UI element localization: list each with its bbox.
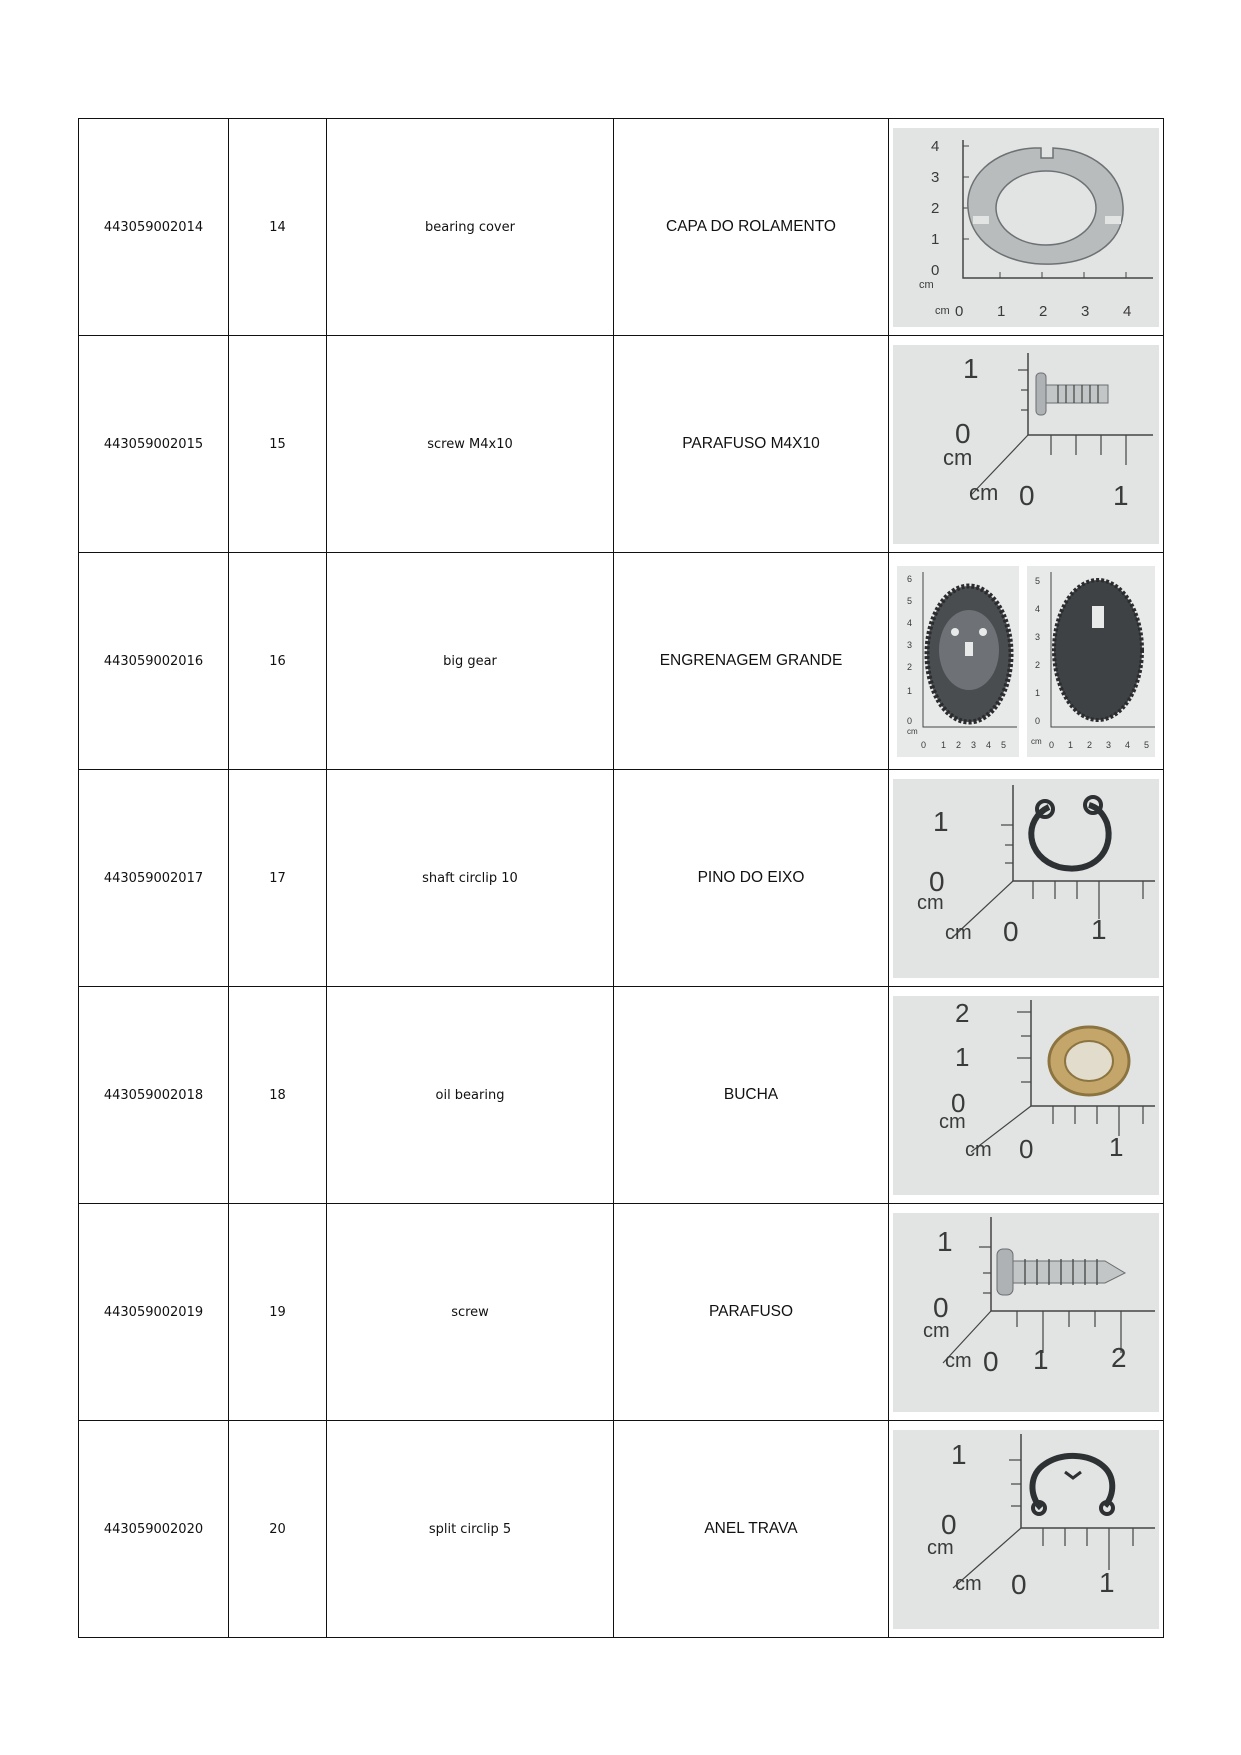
scale-x-label: 1 [941,739,947,750]
scale-unit-label: cm [907,726,918,736]
scale-y-label: 2 [1035,659,1041,670]
scale-y-label: 1 [931,230,940,248]
description-en: screw [327,1204,614,1421]
scale-x-label: 1 [1033,1343,1049,1375]
part-code: 443059002018 [79,987,229,1204]
scale-unit-label: cm [965,1138,992,1161]
scale-y-label: 0 [931,261,940,279]
description-pt: PARAFUSO [614,1204,889,1421]
scale-x-label: 1 [1068,739,1074,750]
part-code: 443059002014 [79,119,229,336]
big-gear-icon [893,562,1159,761]
scale-unit-label: cm [945,1349,972,1372]
table-row [79,770,1164,987]
part-photo-cell [889,987,1164,1204]
scale-unit-label: cm [919,278,934,291]
scale-x-label: 5 [1144,739,1150,750]
scale-y-label: 3 [931,168,940,186]
description-en: bearing cover [327,119,614,336]
scale-y-label: 0 [907,715,913,726]
scale-y-label: 2 [931,199,940,217]
part-code: 443059002019 [79,1204,229,1421]
scale-y-label: 0 [955,417,971,449]
description-pt: CAPA DO ROLAMENTO [614,119,889,336]
shaft-circlip-icon [893,779,1159,978]
scale-unit-label: cm [939,1110,966,1133]
scale-y-label: 5 [1035,575,1041,586]
scale-y-label: 4 [907,617,913,628]
scale-y-label: 1 [955,1041,970,1072]
description-pt: BUCHA [614,987,889,1204]
scale-unit-label: cm [927,1536,954,1559]
description-en: split circlip 5 [327,1421,614,1638]
screw-icon [893,1213,1159,1412]
scale-y-label: 1 [907,685,913,696]
table-row [79,336,1164,553]
scale-x-label: 4 [1125,739,1131,750]
scale-x-label: 1 [1091,913,1107,945]
split-circlip-icon [893,1430,1159,1629]
scale-x-label: 0 [1003,915,1019,947]
scale-unit-label: cm [935,304,950,317]
oil-bearing-icon [893,996,1159,1195]
screw-m4x10-icon [893,345,1159,544]
item-number: 20 [229,1421,327,1638]
scale-y-label: 1 [933,805,949,837]
part-photo-cell [889,553,1164,770]
scale-y-label: 1 [937,1225,953,1257]
item-number: 19 [229,1204,327,1421]
scale-y-label: 3 [907,639,913,650]
scale-y-label: 0 [933,1291,949,1323]
table-row [79,119,1164,336]
scale-x-label: 5 [1001,739,1007,750]
item-number: 17 [229,770,327,987]
description-en: shaft circlip 10 [327,770,614,987]
scale-x-label: 1 [1109,1131,1124,1162]
table-row [79,987,1164,1204]
scale-y-label: 2 [955,997,970,1028]
part-code: 443059002016 [79,553,229,770]
scale-x-label: 0 [1049,739,1055,750]
scale-x-label: 0 [983,1345,999,1377]
scale-unit-label: cm [923,1319,950,1342]
scale-x-label: 3 [1106,739,1112,750]
scale-y-label: 0 [1035,715,1041,726]
scale-x-label: 4 [986,739,992,750]
scale-x-label: 1 [1113,479,1129,511]
scale-x-label: 2 [1039,302,1048,320]
scale-y-label: 4 [931,137,940,155]
scale-y-label: 0 [929,865,945,897]
description-pt: PINO DO EIXO [614,770,889,987]
scale-y-label: 1 [963,352,979,384]
scale-y-label: 1 [1035,687,1041,698]
scale-x-label: 0 [921,739,927,750]
scale-unit-label: cm [969,479,999,505]
description-pt: ENGRENAGEM GRANDE [614,553,889,770]
part-photo-cell [889,1204,1164,1421]
scale-y-label: 5 [907,595,913,606]
scale-unit-label: cm [955,1572,982,1595]
scale-x-label: 3 [971,739,977,750]
scale-y-label: 0 [951,1087,966,1118]
table-row [79,1421,1164,1638]
description-en: big gear [327,553,614,770]
scale-y-label: 4 [1035,603,1041,614]
description-en: oil bearing [327,987,614,1204]
scale-x-label: 0 [1019,479,1035,511]
description-pt: PARAFUSO M4X10 [614,336,889,553]
scale-y-label: 0 [941,1508,957,1540]
scale-x-label: 0 [1011,1568,1027,1600]
scale-x-label: 2 [1087,739,1093,750]
scale-x-label: 4 [1123,302,1132,320]
scale-unit-label: cm [917,891,944,914]
scale-y-label: 1 [951,1438,967,1470]
item-number: 15 [229,336,327,553]
scale-x-label: 2 [1111,1341,1127,1373]
scale-unit-label: cm [1031,736,1042,746]
scale-y-label: 2 [907,661,913,672]
item-number: 14 [229,119,327,336]
part-photo-cell [889,770,1164,987]
item-number: 16 [229,553,327,770]
part-code: 443059002020 [79,1421,229,1638]
table-row [79,1204,1164,1421]
parts-table [78,118,1164,1638]
scale-x-label: 2 [956,739,962,750]
description-en: screw M4x10 [327,336,614,553]
part-photo-cell [889,119,1164,336]
bearing-cover-icon [893,128,1159,327]
part-photo-cell [889,336,1164,553]
scale-x-label: 3 [1081,302,1090,320]
description-pt: ANEL TRAVA [614,1421,889,1638]
part-code: 443059002015 [79,336,229,553]
scale-x-label: 0 [955,302,964,320]
item-number: 18 [229,987,327,1204]
part-photo-cell [889,1421,1164,1638]
scale-x-label: 0 [1019,1133,1034,1164]
scale-unit-label: cm [943,444,973,470]
scale-unit-label: cm [945,921,972,944]
scale-y-label: 6 [907,573,913,584]
table-row [79,553,1164,770]
scale-y-label: 3 [1035,631,1041,642]
part-code: 443059002017 [79,770,229,987]
scale-x-label: 1 [997,302,1006,320]
scale-x-label: 1 [1099,1566,1115,1598]
